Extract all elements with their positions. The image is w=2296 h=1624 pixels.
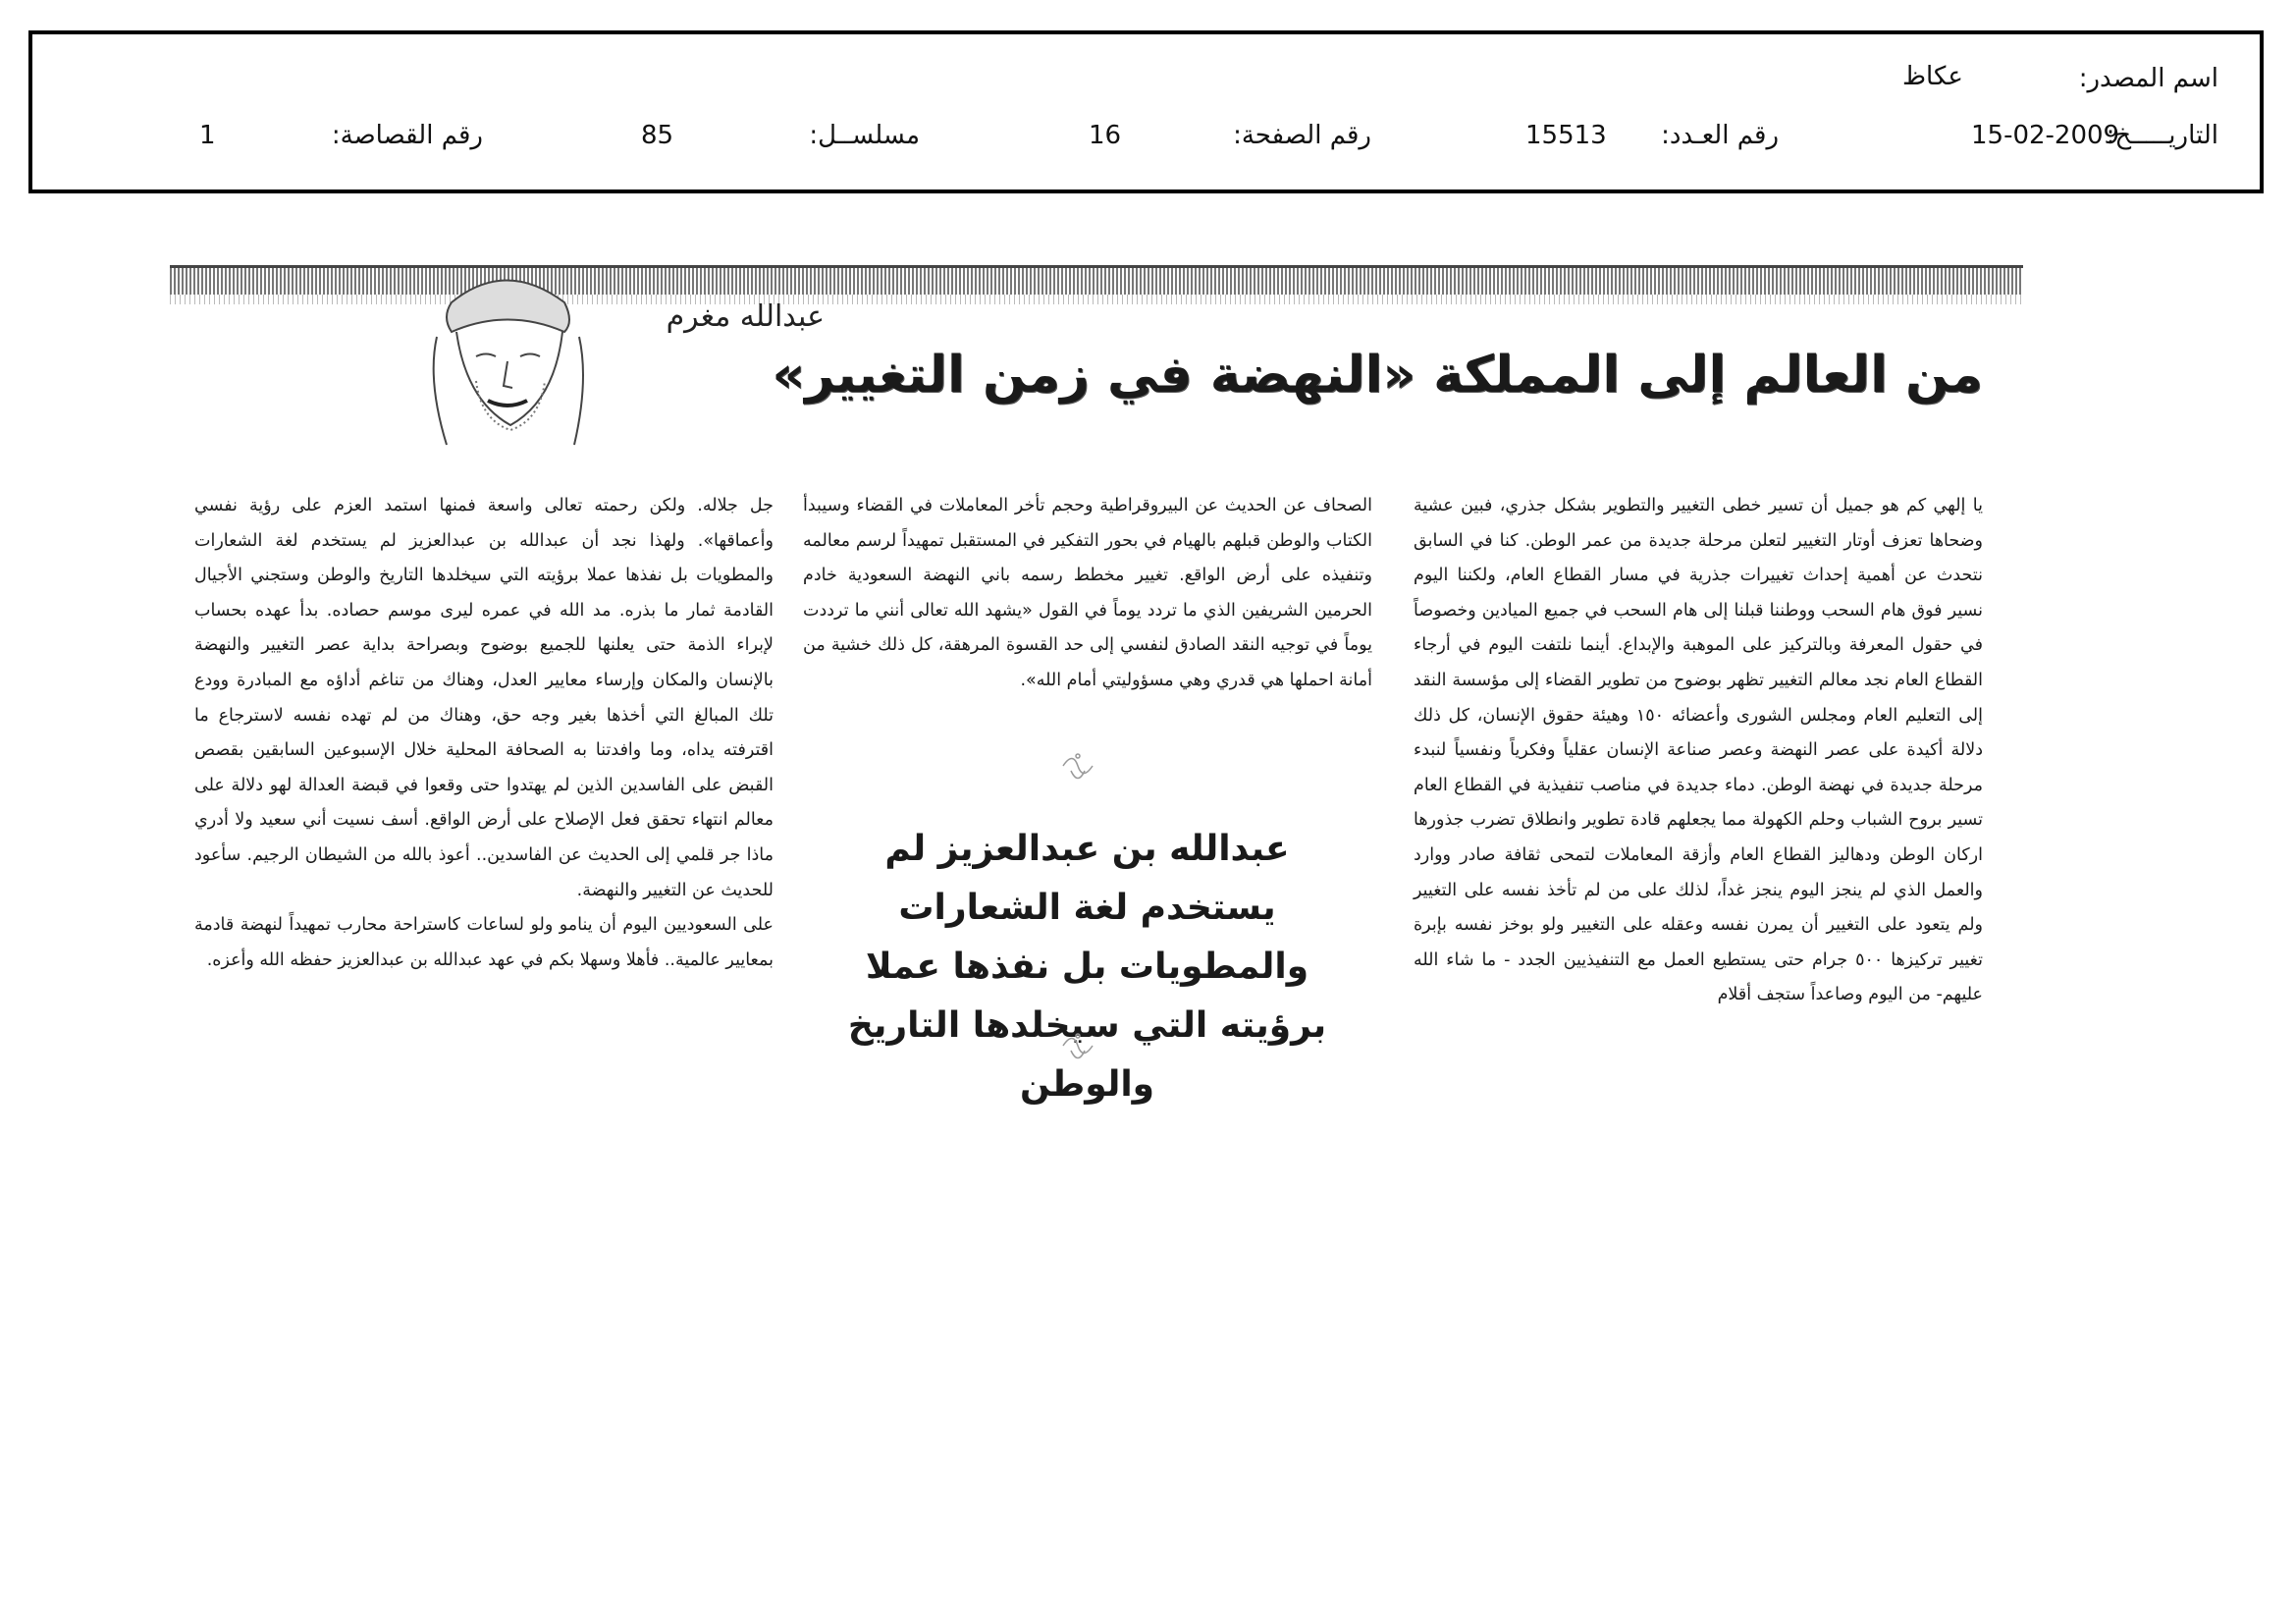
issue-label: رقم العـدد: bbox=[1661, 121, 1779, 150]
article-column-right bbox=[1414, 489, 1983, 1013]
issue-value: 15513 bbox=[1525, 121, 1607, 150]
calligraphy-ornament-icon bbox=[1053, 741, 1102, 790]
headline: من العالم إلى المملكة «النهضة في زمن التغيير» bbox=[772, 346, 1983, 405]
clip-value: 1 bbox=[199, 121, 216, 150]
article-column-middle bbox=[803, 489, 1372, 699]
serial-value: 85 bbox=[641, 121, 674, 150]
author-portrait-icon bbox=[417, 263, 599, 450]
clipping-header-box bbox=[28, 30, 2264, 193]
source-value: عكاظ bbox=[1902, 62, 1963, 91]
serial-label: مسلســل: bbox=[809, 121, 920, 150]
date-value: 15-02-2009 bbox=[1971, 121, 2120, 150]
column-right-text: يا إلهي كم هو جميل أن تسير خطى التغيير والتطوير بشكل جذري، فبين عشية وضحاها تعزف أوتار التغيير لتعلن مرحلة جديدة من عمر الوطن. كنا في السابق نتحدث عن أهمية إحداث تغييرات جذرية في مسار القطاع العام، ولكننا اليوم نسير فوق هام السحب ووطننا قبلنا إلى هام السحب في جميع الميادين وخصوصاً في حقول المعرفة وبالتركيز على الموهبة والإبداع. أينما نلتفت اليوم في أرجاء القطاع العام نجد معالم التغيير تظهر بوضوح من تطوير القضاء إلى مؤسسة النقد إلى التعليم العام ومجلس الشورى وأعضائه ١٥٠ وهيئة حقوق الإنسان، كل ذلك دلالة أكيدة على عصر النهضة وعصر صناعة الإنسان عقلياً وفكرياً ونفسياً لنبدء مرحلة جديدة في نهضة الوطن. دماء جديدة في مناصب تنفيذية في القطاع العام تسير بروح الشباب وحلم الكهولة مما يجعلهم قادة تطوير وانطلاق تضرب جذورها اركان الوطن ودهاليز القطاع العام وأزقة المعاملات لتمحى ثقافة صادر ووارد والعمل الذي لم ينجز اليوم ينجز غداً، لذلك على من لم تأخذ نفسه على التغيير ولم يتعود على التغيير أن يمرن نفسه وعقله على التغيير ولو بوخز نفسه بإبرة تغيير تركيزها ٥٠٠ جرام حتى يستطيع العمل مع التنفيذيين الجدد - ما شاء الله عليهم- من اليوم وصاعداً ستجف أقلام bbox=[1414, 496, 1984, 1005]
date-label: التاريـــــخ: bbox=[2106, 121, 2218, 150]
column-left-text-1: جل جلاله. ولكن رحمته تعالى واسعة فمنها استمد العزم على رؤية نفسي وأعماقها». ولهذا نجد أن عبدالله بن عبدالعزيز لم يستخدم لغة الشعارات والمطويات بل نفذها عملا برؤيته التي سيخلدها التاريخ والوطن وستجني الأجيال القادمة ثمار ما بذره. مد الله في عمره ليرى موسم حصاده. بدأ عهده بحساب لإبراء الذمة حتى يعلنها للجميع بوضوح وبصراحة بداية عصر التغيير والنهضة بالإنسان والمكان وإرساء معايير العدل، وهناك من تناغم أداؤه مع المبادرة وودع تلك المبالغ التي أخذها بغير وجه حق، وهناك من لم تهده نفسه لاسترجاع ما اقترفته يداه، وما وافدتنا به الصحافة المحلية خلال الإسبوعين السابقين بقصص القبض على الفاسدين الذين لم يهتدوا حتى وقعوا في قبضة العدالة لهو دلالة على معالم انتهاء تحقق فعل الإصلاح على أرض الواقع. أسف نسيت أني سعيد ولا أدري ماذا جر قلمي إلى الحديث عن الفاسدين.. أعوذ بالله من الشيطان الرجيم. سأعود للحديث عن التغيير والنهضة. bbox=[194, 496, 774, 900]
calligraphy-ornament-icon bbox=[1053, 1021, 1102, 1070]
column-left-text-2: على السعوديين اليوم أن ينامو ولو لساعات كاستراحة محارب تمهيداً لنهضة قادمة بمعايير عالمية.. فأهلا وسهلا بكم في عهد عبدالله بن عبدالعزيز حفظه الله وأعزه. bbox=[194, 915, 774, 970]
page-label: رقم الصفحة: bbox=[1233, 121, 1371, 150]
pull-quote: عبدالله بن عبدالعزيز لم يستخدم لغة الشعارات والمطويات بل نفذها عملا برؤيته التي سيخلدها التاريخ والوطن bbox=[847, 829, 1327, 1105]
column-middle-text: الصحاف عن الحديث عن البيروقراطية وحجم تأخر المعاملات في القضاء وسيبدأ الكتاب والوطن قبلهم بالهيام في بحور التفكير في المستقبل تمهيداً لرسم معالمه وتنفيذه على أرض الواقع. تغيير مخطط رسمه باني النهضة السعودية خادم الحرمين الشريفين الذي ما تردد يوماً في القول «يشهد الله تعالى أنني ما ترددت يوماً في توجيه النقد الصادق لنفسي إلى حد القسوة المرهقة، كل ذلك خشية من أمانة احملها هي قدري وهي مسؤوليتي أمام الله». bbox=[803, 496, 1372, 690]
clip-label: رقم القصاصة: bbox=[331, 121, 483, 150]
source-label: اسم المصدر: bbox=[2078, 64, 2218, 93]
page-value: 16 bbox=[1089, 121, 1122, 150]
byline: عبدالله مغرم bbox=[666, 299, 825, 334]
article-column-left bbox=[194, 489, 774, 978]
